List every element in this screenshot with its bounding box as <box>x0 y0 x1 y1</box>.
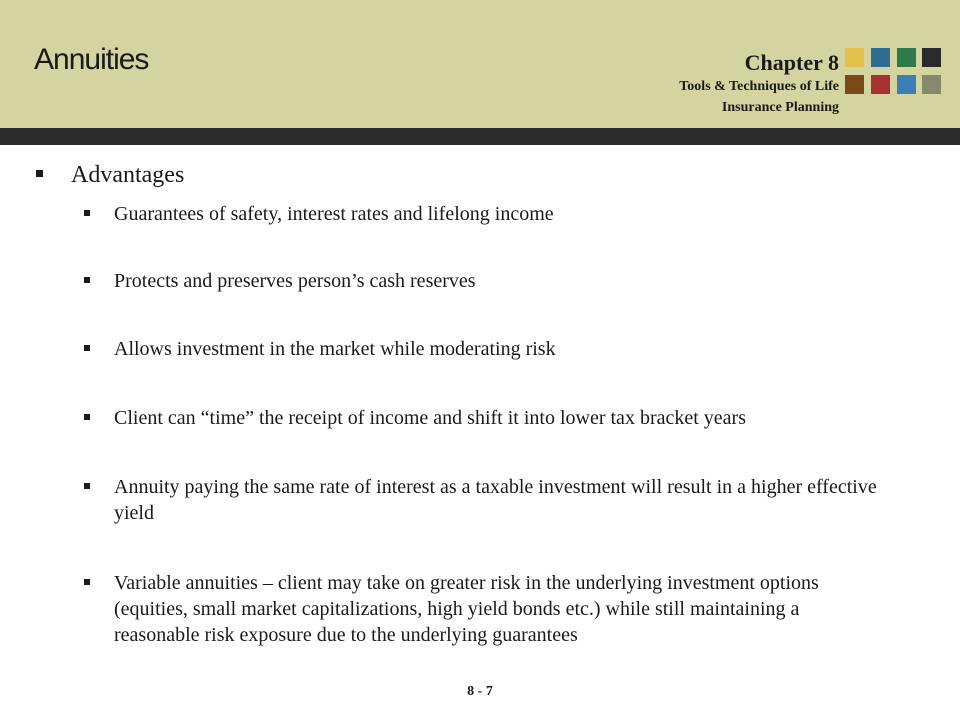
square-yellow <box>845 48 864 67</box>
chapter-subtitle-line2: Insurance Planning <box>721 100 839 115</box>
sub-bullet-text: Protects and preserves person’s cash reserves <box>114 270 476 292</box>
square-green <box>897 48 916 67</box>
sub-bullet-text: Guarantees of safety, interest rates and lifelong income <box>114 203 554 225</box>
sub-bullet-text: Allows investment in the market while moderating risk <box>114 338 556 360</box>
square-red <box>871 75 890 94</box>
square-bullet-icon <box>84 414 90 420</box>
square-black <box>922 48 941 67</box>
sub-bullet-text: Variable annuities – client may take on greater risk in the underlying investment options (equities, small market capitalizations, high yield bonds etc.) while still maintaining a reasonable risk exposure due to the underlying guarantees <box>114 572 819 646</box>
square-light-blue <box>897 75 916 94</box>
main-bullet-text: Advantages <box>71 162 185 188</box>
header-divider-bar <box>0 128 960 145</box>
square-bullet-icon <box>84 277 90 283</box>
page-number: 8 - 7 <box>467 684 493 699</box>
slide-header <box>0 0 960 128</box>
sub-bullet-text: Annuity paying the same rate of interest as a taxable investment will result in a higher effective yield <box>114 476 877 524</box>
square-gray-green <box>922 75 941 94</box>
sub-bullet-text: Client can “time” the receipt of income and shift it into lower tax bracket years <box>114 407 746 429</box>
square-bullet-icon <box>84 483 90 489</box>
decorative-squares <box>845 48 941 94</box>
slide-title: Annuities <box>34 43 149 76</box>
square-blue <box>871 48 890 67</box>
square-bullet-icon <box>36 170 43 177</box>
square-bullet-icon <box>84 345 90 351</box>
square-brown <box>845 75 864 94</box>
chapter-label: Chapter 8 <box>744 50 839 75</box>
square-bullet-icon <box>84 579 90 585</box>
chapter-block <box>679 50 839 118</box>
square-bullet-icon <box>84 210 90 216</box>
chapter-subtitle-line1: Tools & Techniques of Life <box>679 79 839 94</box>
